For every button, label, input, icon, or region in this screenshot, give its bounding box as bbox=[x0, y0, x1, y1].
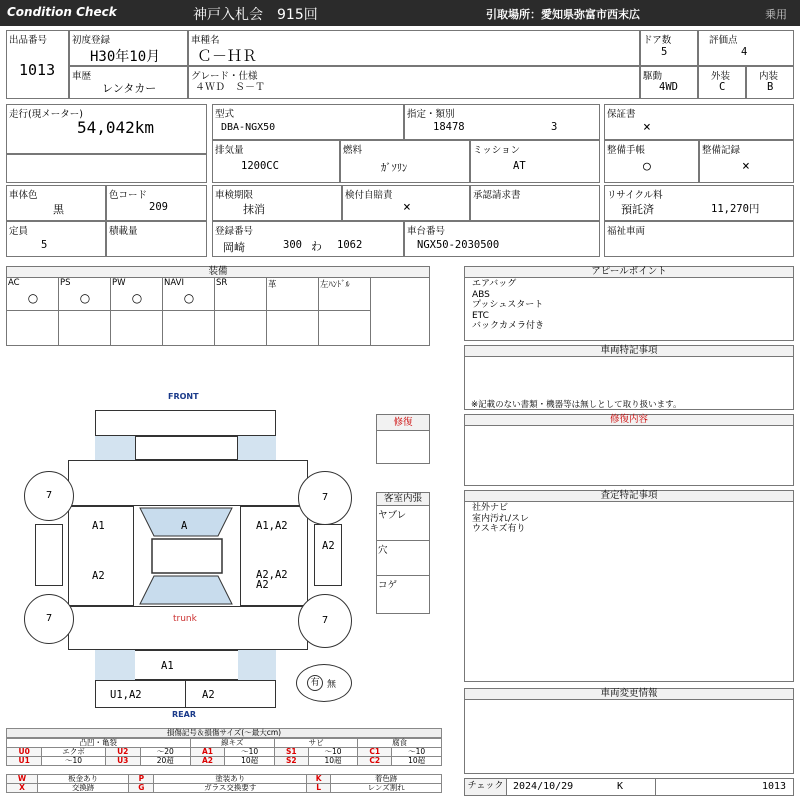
classification: 3 bbox=[551, 121, 558, 133]
chassis-cell bbox=[404, 221, 600, 257]
welfare-label: 福祉車両 bbox=[607, 226, 646, 237]
legend-group-corrosion: 腐食 bbox=[358, 739, 442, 748]
equip-label: AC bbox=[8, 278, 20, 288]
chassis-label: 車台番号 bbox=[407, 226, 446, 237]
front-left-panel bbox=[95, 436, 135, 460]
equip-empty bbox=[267, 311, 319, 345]
color-code-cell bbox=[106, 185, 207, 221]
liability: × bbox=[403, 200, 411, 215]
rear-upper-mark: A1 bbox=[161, 660, 174, 672]
designation-cell bbox=[404, 104, 600, 140]
legend-cell: 交換跡 bbox=[38, 784, 129, 793]
front-right-wheel: 7 bbox=[298, 471, 352, 525]
equip-3 bbox=[163, 278, 215, 311]
rear-left-mark: U1,A2 bbox=[110, 689, 142, 701]
hood bbox=[68, 460, 308, 506]
appeal-panel bbox=[464, 266, 794, 341]
grade-cell bbox=[188, 66, 640, 99]
legend-cell: X bbox=[7, 784, 38, 793]
check-date: 2024/10/29 bbox=[513, 781, 574, 792]
equip-empty bbox=[111, 311, 163, 345]
text-line: ABS bbox=[472, 289, 490, 300]
legend-cell: S2 bbox=[274, 757, 308, 766]
inspection-label: 車検期限 bbox=[215, 190, 254, 201]
legend-cell: ガラス交換要す bbox=[154, 784, 307, 793]
legend-cell: 20超 bbox=[140, 757, 190, 766]
approval-cell bbox=[470, 185, 600, 221]
type-label: 型式 bbox=[215, 109, 235, 120]
text-line: プッシュスタート bbox=[472, 300, 544, 310]
legend-cell: U2 bbox=[105, 748, 140, 757]
model-cell bbox=[188, 30, 640, 66]
equip-mark: ○ bbox=[131, 291, 143, 305]
mission: AT bbox=[513, 160, 526, 172]
model-label: 車種名 bbox=[191, 35, 220, 46]
special-notes-panel bbox=[464, 345, 794, 410]
equip-empty bbox=[215, 311, 267, 345]
equip-label: PW bbox=[112, 278, 126, 288]
inspection: 抹消 bbox=[243, 203, 265, 216]
cabin-row-burn: コゲ bbox=[378, 580, 398, 591]
special-note: ※記載のない書類・機器等は無しとして取り扱います。 bbox=[471, 400, 682, 410]
legend-cell: レンズ割れ bbox=[331, 784, 442, 793]
displacement: 1200CC bbox=[241, 160, 279, 172]
chassis-number: NGX50-2030500 bbox=[417, 239, 500, 251]
drive: 4WD bbox=[659, 81, 678, 93]
pickup-location: 引取場所：愛知県弥富市西末広 bbox=[486, 8, 640, 21]
mission-cell bbox=[470, 140, 600, 183]
front-right-panel bbox=[238, 436, 276, 460]
legend-cell: S1 bbox=[274, 748, 308, 757]
exterior-grade: C bbox=[719, 81, 726, 93]
score-label: 評価点 bbox=[709, 35, 738, 46]
equip-empty bbox=[59, 311, 111, 345]
spare-yes: 有 bbox=[307, 675, 323, 691]
recycle-status: 預託済 bbox=[621, 203, 654, 216]
legend-cell: 板金あり bbox=[38, 775, 129, 784]
equip-empty bbox=[163, 311, 215, 345]
equip-empty bbox=[7, 311, 59, 345]
cabin-row-hole: 穴 bbox=[377, 541, 429, 576]
equip-0 bbox=[7, 278, 59, 311]
front-bumper bbox=[95, 410, 276, 436]
check-mark: K bbox=[617, 781, 624, 792]
mileage-extra-cell bbox=[6, 154, 207, 183]
check-divider bbox=[655, 779, 656, 795]
maint-record-cell bbox=[699, 140, 794, 183]
legend-cell: 10超 bbox=[392, 757, 442, 766]
first-reg: H30年10月 bbox=[90, 49, 161, 65]
legend-cell: ～10 bbox=[392, 748, 442, 757]
legend-cell: ～20 bbox=[140, 748, 190, 757]
body-color-label: 車体色 bbox=[9, 190, 38, 201]
legend-cell: U0 bbox=[7, 748, 42, 757]
welfare-cell bbox=[604, 221, 794, 257]
check-label: チェック bbox=[465, 779, 507, 795]
fuel-label: 燃料 bbox=[343, 145, 363, 156]
right-rear-door-mark: A2,A2 A2 bbox=[256, 569, 288, 591]
capacity: 5 bbox=[41, 239, 48, 251]
mileage: 54,042km bbox=[77, 118, 155, 137]
first-reg-cell bbox=[69, 30, 188, 66]
legend-cell: U3 bbox=[105, 757, 140, 766]
auction-name: 神戸入札会 915回 bbox=[193, 7, 318, 23]
legend-table-2 bbox=[6, 774, 442, 793]
left-rear-door-mark: A2 bbox=[92, 570, 105, 582]
legend-cell: W bbox=[7, 775, 38, 784]
equip-label: SR bbox=[216, 278, 228, 288]
category: 乗用 bbox=[765, 8, 787, 21]
equipment-panel bbox=[6, 266, 430, 346]
approval-label: 承認請求書 bbox=[473, 190, 521, 201]
equip-label: 左ﾊﾝﾄﾞﾙ bbox=[320, 280, 350, 290]
equip-label: NAVI bbox=[164, 278, 184, 288]
load-cell bbox=[106, 221, 207, 257]
fuel-cell bbox=[340, 140, 470, 183]
plate-city: 岡崎 bbox=[223, 241, 245, 254]
legend-cell: C2 bbox=[358, 757, 392, 766]
header-title: Condition Check bbox=[7, 5, 117, 19]
special-title: 車両特記事項 bbox=[465, 346, 793, 357]
damage-legend bbox=[6, 728, 442, 796]
mileage-cell bbox=[6, 104, 207, 154]
maint-record: × bbox=[742, 159, 750, 174]
legend-cell: 10超 bbox=[225, 757, 275, 766]
rear-divider bbox=[185, 680, 186, 708]
right-mirror-mark: A2 bbox=[322, 540, 335, 552]
assessment-title: 査定特記事項 bbox=[465, 491, 793, 502]
score: 4 bbox=[741, 46, 748, 58]
front-left-wheel: 7 bbox=[24, 471, 74, 521]
appeal-title: アピールポイント bbox=[465, 267, 793, 278]
displacement-label: 排気量 bbox=[215, 145, 244, 156]
maint-book: ○ bbox=[643, 159, 651, 174]
change-title: 車両変更情報 bbox=[465, 689, 793, 700]
change-info-panel bbox=[464, 688, 794, 774]
inspection-cell bbox=[212, 185, 342, 221]
plate-class: 300 bbox=[283, 239, 302, 251]
plate-cell bbox=[212, 221, 404, 257]
trunk-area bbox=[68, 606, 308, 650]
legend-cell: エクボ bbox=[42, 748, 105, 757]
warranty: × bbox=[643, 120, 651, 135]
legend-cell: ～10 bbox=[308, 748, 358, 757]
assessment-panel bbox=[464, 490, 794, 682]
recycle-label: リサイクル料 bbox=[607, 190, 663, 201]
cabin-row-tear: ヤブレ bbox=[377, 506, 429, 541]
history-label: 車歴 bbox=[72, 71, 92, 82]
legend-cell: A2 bbox=[190, 757, 225, 766]
text-line: エアバッグ bbox=[472, 279, 517, 289]
text-line: 室内汚れ/スレ bbox=[472, 513, 530, 524]
text-line: 社外ナビ bbox=[472, 503, 509, 513]
legend-cell: P bbox=[129, 775, 154, 784]
legend-cell: U1 bbox=[7, 757, 42, 766]
text-line: ETC bbox=[472, 310, 489, 321]
legend-cell: A1 bbox=[190, 748, 225, 757]
cabin-box bbox=[376, 492, 430, 614]
trunk-label: trunk bbox=[173, 614, 197, 624]
rear-right-panel bbox=[238, 650, 276, 680]
mileage-label: 走行(現メーター) bbox=[9, 109, 83, 120]
legend-cell: L bbox=[307, 784, 331, 793]
recycle-fee: 11,270円 bbox=[711, 203, 760, 215]
legend-cell: K bbox=[307, 775, 331, 784]
spare-tire-indicator bbox=[296, 664, 352, 702]
lot-number: 1013 bbox=[19, 61, 56, 79]
equip-mark: ○ bbox=[79, 291, 91, 305]
capacity-label: 定員 bbox=[9, 226, 29, 237]
cabin-title: 客室内張 bbox=[377, 493, 429, 506]
model-name: Ｃ－ＨＲ bbox=[197, 47, 258, 65]
check-lot: 1013 bbox=[762, 781, 787, 792]
load-label: 積載量 bbox=[109, 226, 138, 237]
text-line: バックカメラ付き bbox=[472, 321, 545, 331]
left-mirror bbox=[35, 524, 63, 586]
interior-grade: B bbox=[767, 81, 774, 93]
plate-number: 1062 bbox=[337, 239, 363, 251]
drive-cell bbox=[640, 66, 698, 99]
legend-cell: ～10 bbox=[225, 748, 275, 757]
body-color: 黒 bbox=[53, 203, 64, 216]
legend-cell: C1 bbox=[358, 748, 392, 757]
recycle-cell bbox=[604, 185, 794, 221]
right-mirror bbox=[314, 524, 342, 586]
equip-label: 革 bbox=[268, 280, 277, 290]
text-line: ウスキズ有り bbox=[472, 524, 526, 534]
equip-2 bbox=[111, 278, 163, 311]
equipment-title: 装備 bbox=[7, 267, 429, 278]
equip-mark: ○ bbox=[183, 291, 195, 305]
warranty-label: 保証書 bbox=[607, 109, 636, 120]
repair-content-title: 修復内容 bbox=[465, 415, 793, 426]
designation-label: 指定・類別 bbox=[407, 109, 455, 120]
repair-title: 修復 bbox=[377, 415, 429, 431]
check-row bbox=[464, 778, 794, 796]
first-reg-label: 初度登録 bbox=[72, 35, 111, 46]
plate-kana: わ bbox=[311, 240, 322, 253]
interior-cell bbox=[746, 66, 794, 99]
rear-label: REAR bbox=[172, 710, 196, 719]
color-code-label: 色コード bbox=[109, 190, 148, 201]
capacity-cell bbox=[6, 221, 106, 257]
liability-cell bbox=[342, 185, 470, 221]
lot-cell bbox=[6, 30, 69, 99]
designation: 18478 bbox=[433, 121, 465, 133]
grade-label: グレード・仕様 bbox=[191, 71, 258, 82]
displacement-cell bbox=[212, 140, 340, 183]
equip-empty bbox=[319, 311, 371, 345]
doors-label: ドア数 bbox=[643, 35, 672, 46]
front-label: FRONT bbox=[168, 392, 199, 401]
liability-label: 検付自賠責 bbox=[345, 190, 393, 201]
repair-box bbox=[376, 414, 430, 464]
exterior-label: 外装 bbox=[711, 71, 731, 82]
doors: 5 bbox=[661, 46, 668, 58]
header-bar bbox=[0, 0, 800, 26]
spare-no: 無 bbox=[327, 680, 337, 690]
score-cell bbox=[698, 30, 794, 66]
legend-group-dent: 凸凹・亀裂 bbox=[7, 739, 191, 748]
roof-mark: A bbox=[181, 520, 188, 532]
history: レンタカー bbox=[102, 82, 157, 95]
equip-1 bbox=[59, 278, 111, 311]
right-front-door-mark: A1,A2 bbox=[256, 520, 288, 532]
legend-table bbox=[6, 738, 442, 766]
left-front-door-mark: A1 bbox=[92, 520, 105, 532]
plate-label: 登録番号 bbox=[215, 226, 254, 237]
rear-right-mark: A2 bbox=[202, 689, 215, 701]
maint-book-label: 整備手帳 bbox=[607, 145, 646, 156]
rear-left-wheel: 7 bbox=[24, 594, 74, 644]
type-cell bbox=[212, 104, 404, 140]
hood-front bbox=[135, 436, 238, 460]
exterior-cell bbox=[698, 66, 746, 99]
repair-content-panel bbox=[464, 414, 794, 486]
interior-label: 内装 bbox=[759, 71, 779, 82]
mission-label: ミッション bbox=[473, 145, 521, 156]
legend-cell: 着色跡 bbox=[331, 775, 442, 784]
equip-label: PS bbox=[60, 278, 71, 288]
legend-cell: 塗装あり bbox=[154, 775, 307, 784]
fuel: ｶﾞｿﾘﾝ bbox=[381, 162, 408, 174]
history-cell bbox=[69, 66, 188, 99]
legend-cell: 10超 bbox=[308, 757, 358, 766]
doors-cell bbox=[640, 30, 698, 66]
equip-mark: ○ bbox=[27, 291, 39, 305]
body-color-cell bbox=[6, 185, 106, 221]
legend-cell: G bbox=[129, 784, 154, 793]
rear-right-wheel: 7 bbox=[298, 594, 352, 648]
equip-5 bbox=[267, 278, 319, 311]
color-code: 209 bbox=[149, 201, 168, 213]
maint-record-label: 整備記録 bbox=[702, 145, 741, 156]
legend-group-rust: サビ bbox=[274, 739, 357, 748]
drive-label: 駆動 bbox=[643, 71, 663, 82]
legend-title: 損傷記号＆損傷サイズ(～最大cm) bbox=[6, 728, 442, 738]
warranty-cell bbox=[604, 104, 794, 140]
maint-book-cell bbox=[604, 140, 699, 183]
type: DBA-NGX50 bbox=[221, 122, 276, 133]
grade: ４ＷＤ Ｓ－Ｔ bbox=[195, 82, 265, 93]
equip-4 bbox=[215, 278, 267, 311]
legend-group-scratch: 線キズ bbox=[190, 739, 274, 748]
equip-6 bbox=[319, 278, 371, 311]
legend-cell: ～10 bbox=[42, 757, 105, 766]
lot-label: 出品番号 bbox=[9, 35, 48, 46]
rear-left-panel bbox=[95, 650, 135, 680]
